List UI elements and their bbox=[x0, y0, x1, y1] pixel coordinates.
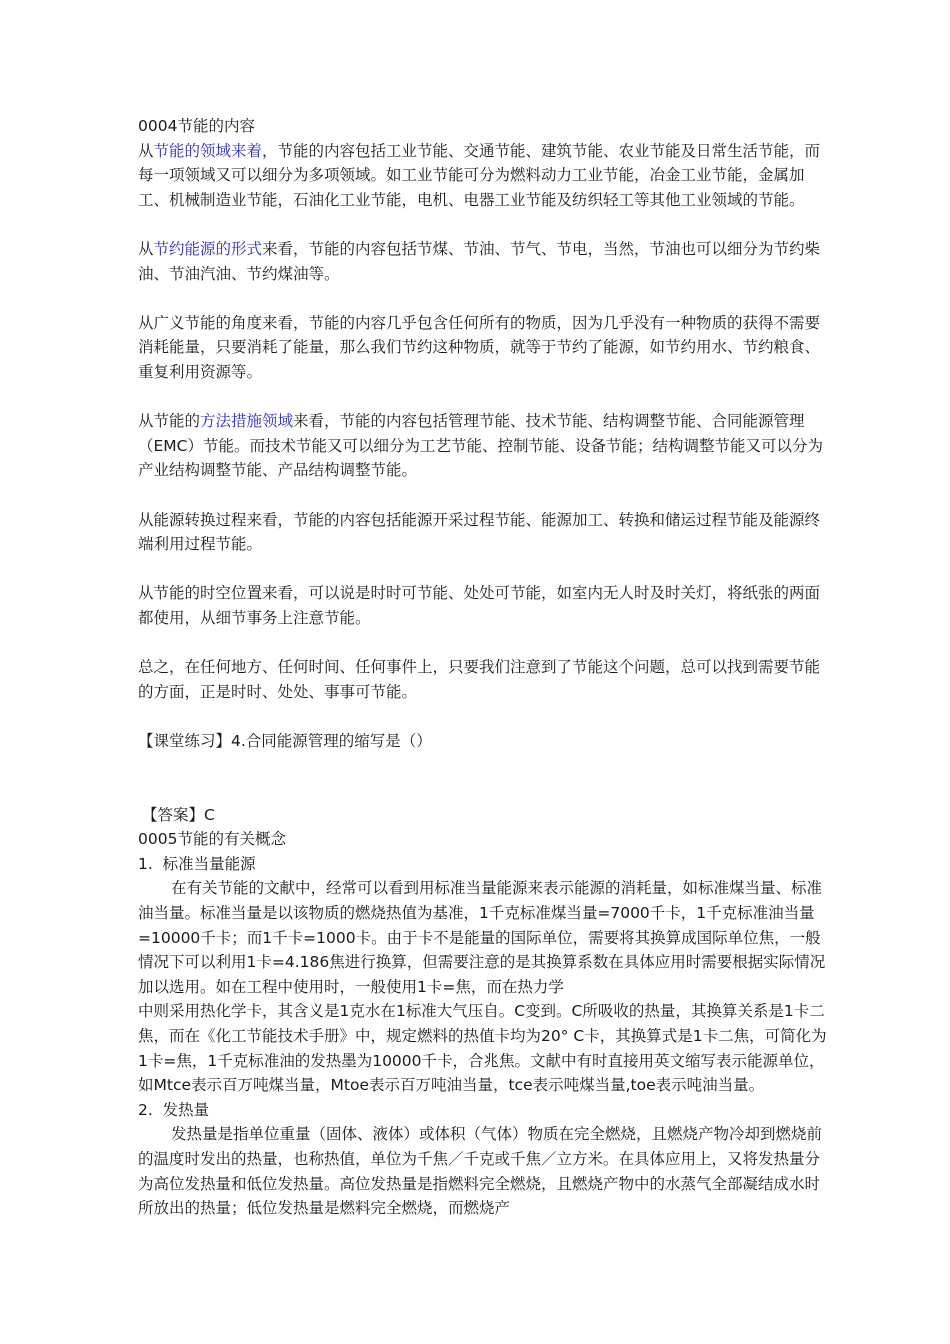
paragraph-summary: 总之，在任何地方、任何时间、任何事件上，只要我们注意到了节能这个问题，总可以找到需要节能的方面，正是时时、处处、事事可节能。 bbox=[138, 658, 821, 701]
paragraph-lead: 从 bbox=[138, 239, 154, 258]
paragraph-lead: 从节能的 bbox=[138, 412, 201, 431]
link-method[interactable]: 方法措施领域 bbox=[200, 412, 294, 431]
item-body-standard-energy: 在有关节能的文献中，经常可以看到用标准当量能源来表示能源的消耗量，如标准煤当量、标准油当量。标准当量是以该物质的燃烧热值为基准，1千克标准煤当量=7000千卡，1千克标准油当量=10000千卡；而1千卡=1000卡。由于卡不是能量的国际单位，需要将其换算成国际单位焦，一般情况下可以利用1卡=4.186焦进行换算，但需要注意的是其换算系数在具体应用时需要根据实际情况加以选用。如在工程中使用时，一般使用1卡=焦，而在热力学 bbox=[138, 879, 826, 996]
paragraph-conversion: 从能源转换过程来看，节能的内容包括能源开采过程节能、能源加工、转换和储运过程节能及能源终端利用过程节能。 bbox=[138, 510, 821, 554]
paragraph-broad: 从广义节能的角度来看，节能的内容几乎包含任何所有的物质，因为几乎没有一种物质的获得不需要消耗能量，只要消耗了能量，那么我们节约这种物质，就等于节约了能源，如节约用水、节约粮食、重复利用资源等。 bbox=[138, 313, 821, 381]
link-domain[interactable]: 节能的领域来着 bbox=[153, 141, 263, 160]
item-body-calorific: 发热量是指单位重量（固体、液体）或体积（气体）物质在完全燃烧，且燃烧产物冷却到燃烧前的温度时发出的热量，也称热值，单位为千焦／千克或千焦／立方米。在具体应用上，又将发热量分为高位发热量和低位发热量。高位发热量是指燃料完全燃烧，且燃烧产物中的水蒸气全部凝结成水时所放出的热量；低位发热量是燃料完全燃烧，而燃烧产 bbox=[138, 1125, 823, 1218]
document-page bbox=[138, 114, 828, 1221]
paragraph-lead: 从 bbox=[138, 141, 154, 160]
paragraph-domain bbox=[138, 139, 828, 213]
paragraph-method bbox=[138, 409, 828, 483]
exercise-answer: 【答案】C bbox=[142, 805, 215, 824]
paragraph-rest: ，节能的内容包括工业节能、交通节能、建筑节能、农业节能及日常生活节能，而每一项领域又可以细分为多项领域。如工业节能可分为燃料动力工业节能，冶金工业节能，金属加工、机械制造业节能，石油化工业节能，电机、电器工业节能及纺织轻工等其他工业领域的节能。 bbox=[138, 141, 821, 209]
item-title-calorific: 2. 发热量 bbox=[138, 1100, 210, 1119]
section-title-0004: 0004节能的内容 bbox=[138, 117, 255, 135]
paragraph-spacetime: 从节能的时空位置来看，可以说是时时可节能、处处可节能，如室内无人时及时关灯，将纸张的两面都使用，从细节事务上注意节能。 bbox=[138, 584, 821, 627]
item-body-standard-energy-cont: 中则采用热化学卡，其含义是1克水在1标准大气压自。C变到。C所吸收的热量，其换算关系是1卡二焦，而在《化工节能技术手册》中，规定燃料的热值卡均为20° C卡，其换算式是1卡二焦，可简化为1卡=焦，1千克标准油的发热墨为10000千卡，合兆焦。文献中有时直接用英文缩写表示能源单位，如Mtce表示百万吨煤当量，Mtoe表示百万吨油当量，tce表示吨煤当量,toe表示吨油当量。 bbox=[138, 1002, 827, 1095]
paragraph-form bbox=[138, 237, 828, 286]
section-title-0005: 0005节能的有关概念 bbox=[138, 830, 286, 849]
item-title-standard-energy: 1. 标准当量能源 bbox=[138, 854, 256, 873]
paragraph-rest: 来看，节能的内容包括节煤、节油、节气、节电，当然，节油也可以细分为节约柴油、节油汽油、节约煤油等。 bbox=[138, 239, 821, 283]
link-form[interactable]: 节约能源的形式 bbox=[153, 239, 263, 258]
exercise-question: 【课堂练习】4.合同能源管理的缩写是（） bbox=[138, 731, 432, 750]
paragraph-rest: 来看，节能的内容包括管理节能、技术节能、结构调整节能、合同能源管理（EMC）节能。而技术节能又可以细分为工艺节能、控制节能、设备节能；结构调整节能又可以分为产业结构调整节能、产品结构调整节能。 bbox=[138, 412, 823, 480]
